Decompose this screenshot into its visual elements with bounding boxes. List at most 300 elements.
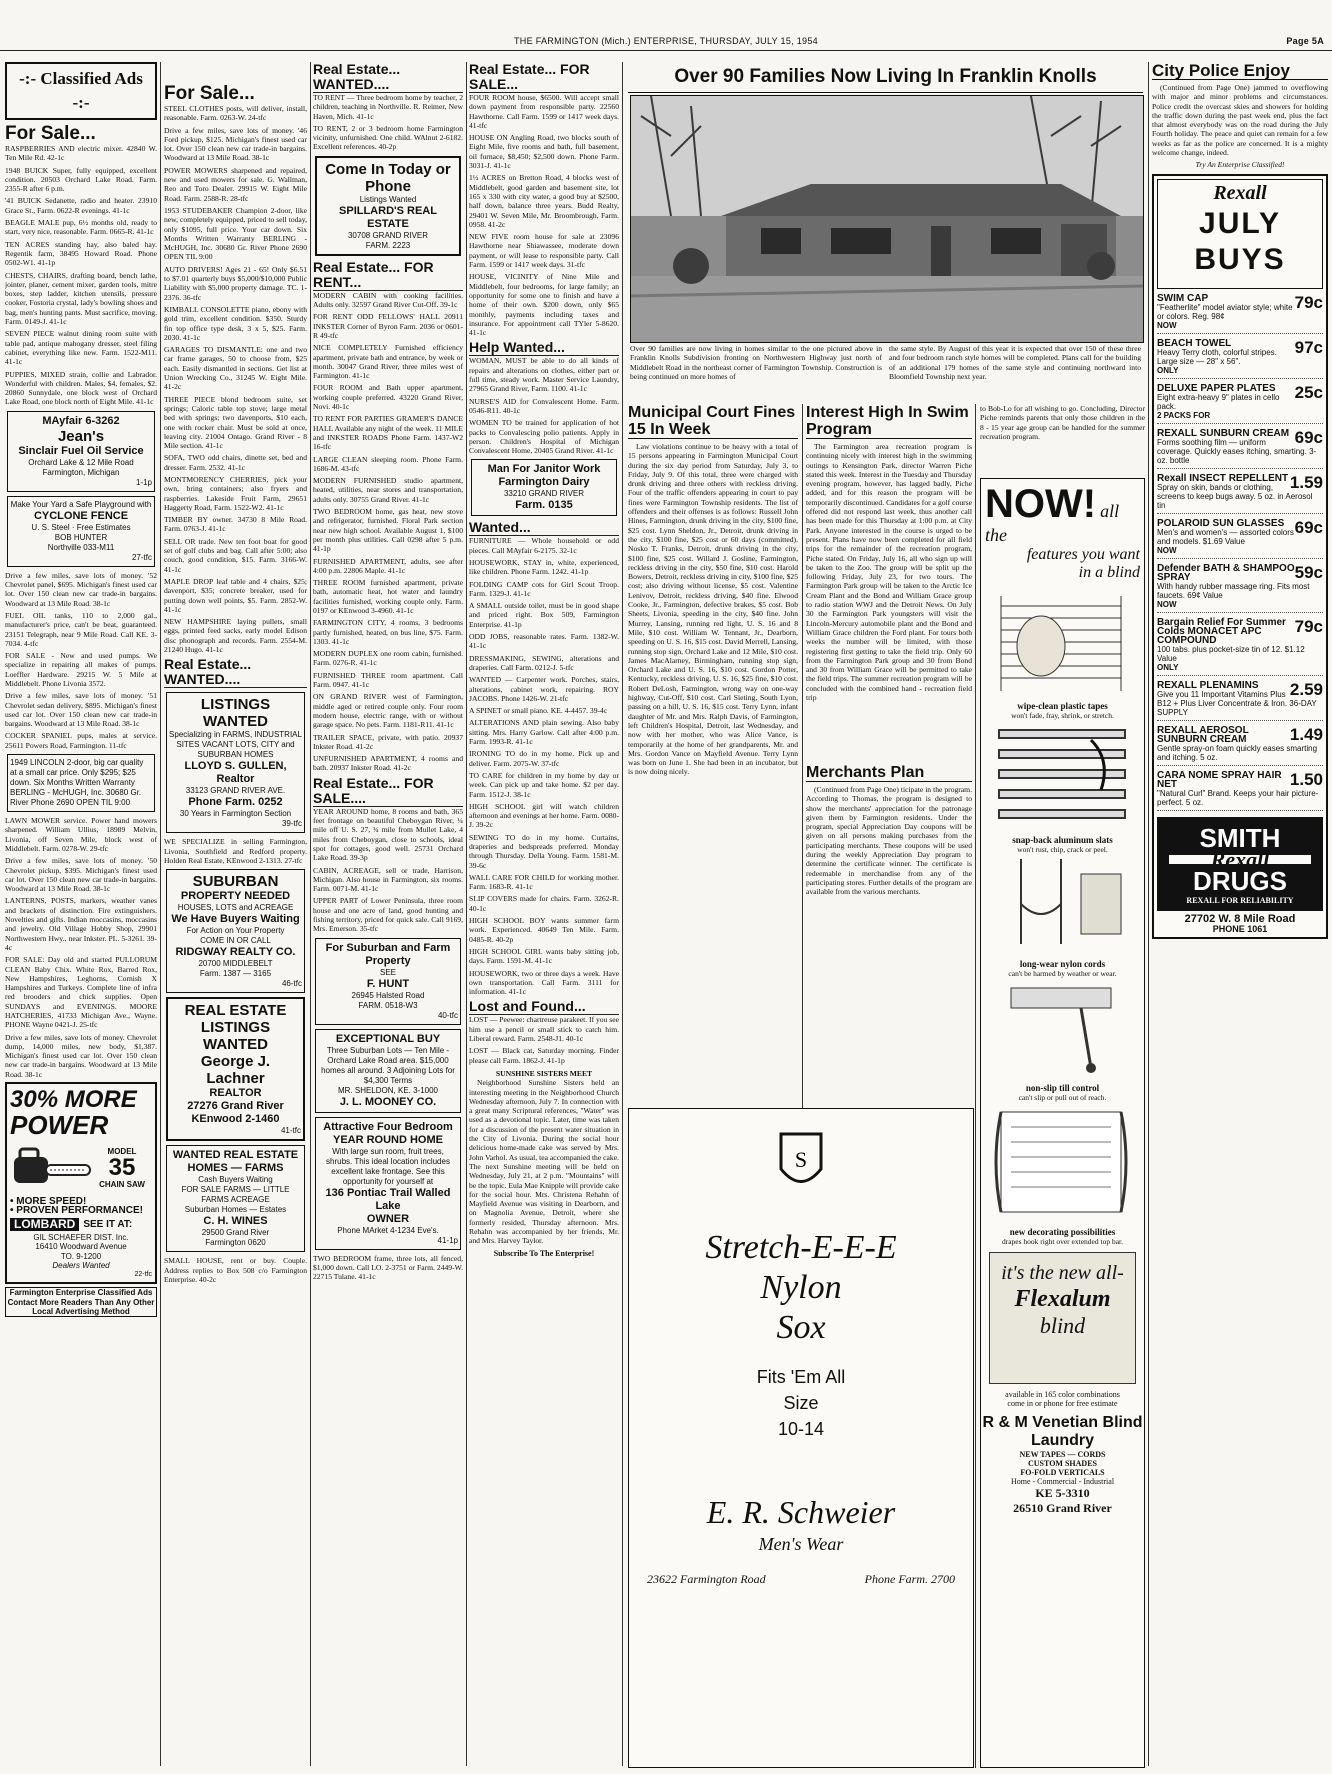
col4-wanted-ads [469,536,619,996]
wines-line4: Suburban Homes — Estates [184,1205,287,1215]
photo-caption-right: the same style. By August of this year it is expected that over 150 of these three and four bedroom ranch style homes will be completed. Plans call for the building of an additional 179 homes of the same style and continuing northward into Bloomfield Township next year. [889,344,1141,381]
gullen-line5: 30 Years in Farmington Section [179,809,292,819]
merchants-body: (Continued from Page One) ticipate in the program. According to Thomas, the program is designed to show the merchants' appreciation for the patronage given them by Farmington residents. Under the program, special Appreciation Day coupons will be given on all persons making purchases from the participating merchants. These coupons will be used during the weekly Appreciation Day program to determine the certificate winner. The certificate is redeemable in merchandise from any of the participating stores. Further details of the program are available from the various merchants. [806,785,972,897]
rexall-item-price: 79c [1294,616,1323,636]
dairy-address: 33210 GRAND RIVER [503,489,585,499]
pontiac-address: 136 Pontiac Trail Walled Lake [325,1186,451,1212]
dairy-line1: Man For Janitor Work [487,463,601,476]
hunt-code: 40-tfc [437,1010,458,1020]
rexall-item-name: REXALL PLENAMINS [1157,679,1259,691]
mooney-name: J. L. MOONEY CO. [339,1095,437,1108]
smith-rexall-brand: Rexall [1169,855,1311,864]
classified-ad: FOR SALE - New and used pumps. We specialize in repairing all makes of pumps. Loeffler Hardware. 29215 W. 5 Mile at Middlebelt. Phone Livonia 3572. [5,651,157,688]
rexall-item [1157,615,1323,676]
classified-ad: YEAR AROUND home, 8 rooms and bath, 365 feet frontage on beautiful Cheboygan River, ¼ mile off U. S. 27, ¾ mile from Mullet Lake, 4 miles from Cheboygan, close to schools, ideal spot for cottages, good well. 25731 Orchard Lake Road. 39-3p [313,806,463,863]
blind-service3: FO-FOLD VERTICALS [1020,1468,1105,1477]
column-2 [164,62,307,1768]
classified-ad: MODERN DUPLEX one room cabin, furnished. Farm. 0276-R. 41-1c [313,649,463,668]
classified-ad: TO CARE for children in my home by day or week. Can pick up and take home. $2 per day. Farm. 1512-J. 38-1c [469,770,619,799]
schweier-crest-icon [771,1129,831,1199]
classified-ad: WANTED — Carpenter work. Porches, stairs, alterations, cabinet work, repairing. ROY JACOBS. Phone 1426-W. 21-tfc [469,675,619,703]
dairy-name: Farmington Dairy [498,476,590,489]
classified-ad: 1948 BUICK Super, fully equipped, excellent condition. 20503 Orchard Lake Road. Farm. 2355-R after 6 p.m. [5,165,157,194]
schweier-line4: Fits 'Em All [756,1367,846,1387]
blind-caption4: non-slip till control [1025,1083,1100,1093]
lachner-code: 41-tfc [280,1126,301,1136]
rexall-item-desc: "Natural Curl" Brand. Keeps your hair picture-perfect. 5 oz. [1157,788,1319,807]
blind-caption5b: drapes hook right over extended top bar. [1001,1237,1123,1246]
classified-ad: Drive a few miles, save lots of money. '51 Chevrolet sedan delivery, $895. Michigan's finest used car lot. Over 150 clean new car trade-in bargains. Woodward at 13 Mile Road. 38-1c [5,691,157,729]
blind-caption2: snap-back aluminum slats [1012,835,1113,845]
ridgway-line3: HOUSES, LOTS and ACREAGE [177,903,294,913]
classified-ad: MAPLE DROP leaf table and 4 chairs, $25; davenport, $35; concrete breaker, used for putting down well points, $5. Farm. 2852-W. 41-1c [164,576,307,614]
gullen-line1: LISTINGS WANTED [200,696,271,731]
spillard-name: SPILLARD'S REAL ESTATE [339,204,437,230]
classified-ad: WALL CARE FOR CHILD for working mother. Farm. 1683-R. 41-1c [469,872,619,892]
power-address: 16410 Woodward Avenue [35,1242,127,1252]
rexall-item-name: Bargain Relief For Summer Colds MONACET APC COMPOUND [1157,616,1286,646]
rexall-item-name: Defender BATH & SHAMPOO SPRAY [1157,562,1295,583]
mooney-line1: EXCEPTIONAL BUY [335,1032,441,1045]
gullen-line2: Specializing in FARMS, INDUSTRIAL SITES VACANT LOTS, CITY and SUBURBAN HOMES [169,730,302,760]
power-bullet2: • PROVEN PERFORMANCE! [10,1205,143,1217]
classified-ads-title: -:- Classified Ads -:- [19,69,143,112]
hunt-see: SEE [379,967,396,977]
flexalum-logo: Flexalum [1014,1286,1111,1312]
wines-line1: WANTED REAL ESTATE HOMES — FARMS [172,1149,299,1175]
classified-ad: TO RENT, 2 or 3 bedroom home Farmington vicinity, unfurnished. One child. WAlnut 2-6182. Excellent references. 40-2p [313,123,463,152]
gullen-address: 33123 GRAND RIVER AVE. [185,786,286,796]
classified-ad: RASPBERRIES AND electric mixer. 42840 W. Ten Mile Rd. 42-1c [5,144,157,163]
rexall-item-now: ONLY [1157,365,1179,375]
fence-line1: Make Your Yard a Safe Playground with [10,499,152,509]
swim-body: The Farmington area recreation program is continuing nicely with interest high in the swimming outings to Kensington Park, director Warren Piche stated this week. Interest in the Tuesday and Thursday evening program, however, has lagged badly, Piche added, and for this reason the program will be temporarily discontinued. Candidates for a golf course offered did not respond last week, thus another call has been made for this Thursday at 1:00 p.m. at City Park. Anyone interested in the course is urged to be present. Plans have now been completed for all field trips for the remainder of the recreation program, Piche stated. On Friday, July 16, all who sign up will be taken to the Zoo. The group will be split up the following Friday, July 23, for two tours. The Farmington Park group will be taken to the Arctic Ice Cream Plant and the Bond and William Grace group to radio station WWJ and the Detroit News. On July 30 the Farmington Park youngsters will visit the Lincoln-Mercury automobile plant and the Bond and William Grace children the Ford plant. For tours both weeks the number will be limited, with those registering first getting to take the field trip. Only 60 from the Farmington Park group and 30 from Bond and 30 from William Grace will be permitted to take the field trips. The summer recreation program will be concluded with the combined hand - recreation field trip [806,442,972,703]
spillard-line1: Come In Today or Phone [325,160,451,195]
rexall-ad [1152,174,1328,939]
classified-ad: TRAILER SPACE, private, with patio. 20937 Inkster Road. 41-2c [313,732,463,751]
rexall-item-desc: "Featherlite" model aviator style; white or colors. Reg. 98¢ [1157,302,1293,321]
rexall-item [1157,516,1323,559]
col3-sale-ads [313,807,463,934]
sunshine-title: SUNSHINE SISTERS MEET [495,1068,593,1078]
classified-ad: GARAGES TO DISMANTLE: one and two car frame garages, 50 to choose from, $25 each. Easily dismantled in sections. Get list at Union Wrecking Co., 31245 W. Eight Mile. 41-2c [164,345,307,392]
col4-sale-heading: Real Estate... FOR SALE... [469,62,619,93]
col3-rent-ads [313,291,463,773]
classified-ad: TO RENT FOR PARTIES GRAMER'S DANCE HALL Available any night of the week. 11 MILE and INKSTER ROADS Phone Farm. 1437-W2 16-tfc [313,414,463,452]
classified-ad: HOUSE, VICINITY of Nine Mile and Middlebelt, four bedrooms, for large family; an opportunity for some one to finish and have a home of their own. $200 down, only $65 monthly, payments including taxes and insurance. For appointment call TYler 5-8620. 41-1c [469,272,619,338]
blind-service1: NEW TAPES — CORDS [1019,1450,1106,1459]
col2-ads [164,104,307,654]
mooney-body: Three Suburban Lots — Ten Mile - Orchard Lake Road area. $15,000 homes all around. 3 Adjoining Lots for $4,300 Terms [321,1045,455,1085]
for-sale-heading-2: For Sale... [164,83,255,104]
classified-ad: HIGH SCHOOL girl will watch children afternoon and evenings at her home. Farm. 0080-J. 39-2c [469,801,619,830]
ridgway-line6: COME IN OR CALL [200,936,271,946]
lachner-name: George J. Lachner [200,1053,271,1088]
blind-caption3: long-wear nylon cords [1019,959,1106,969]
ridgway-line4: We Have Buyers Waiting [171,913,300,926]
classified-ad: 1953 STUDEBAKER Champion 2-door, like new, completely equipped, priced to sell today, only $1095, full price. Your car down. Six Months Written Warranty BERLING - McHUGH, Inc. 30680 Gr. River Phone 2690 OPEN TIL 9:00 [164,205,307,262]
rexall-phone: PHONE 1061 [1212,923,1268,934]
rexall-item-price: 97c [1294,337,1323,357]
power-saw: CHAIN SAW [99,1180,145,1190]
power-headline1: 30% MORE [10,1086,137,1114]
classified-ad: NURSE'S AID for Convalescent Home. Farm. 0546-R11. 40-1c [469,396,619,415]
blind-colors: available in 165 color combinations [1005,1390,1120,1399]
help-wanted-heading: Help Wanted... [469,340,619,356]
classified-ad: NICE COMPLETELY Furnished efficiency apartment, private bath and entrance, by week or month. 30047 Grand River, three miles west of Farmington. 41-1c [313,343,463,381]
bob-lo-text: to Bob-Lo for all wishing to go. Concluding, Director Piche reminds parents that only those children in the 8 - 15 year age group can be handled for the summer recreation program. [980,404,1145,441]
classified-ad: TO RENT — Three bedroom home by teacher, 2 children, teaching in Northville. R. Reimer, New Haven, Mich. 41-1c [313,93,463,121]
small-house-ad: SMALL HOUSE, rent or buy. Couple. Address replies to Box 508 c/o Farmington Enterprise. 40-2c [164,1256,307,1284]
classified-ad: ALTERATIONS AND plain sewing. Also baby sitting. Mrs. Harry Garlow. Call after 4:00 p.m. Farm. 1993-R. 41-1c [469,718,619,747]
classified-ad: Drive a few miles, save lots of money. '46 Ford pickup, $125. Michigan's finest used car lot. Over 150 clean new car trade-in bargains. Woodward at 13 Mile Road. 38-1c [164,125,307,163]
rexall-item-desc: Forms soothing film — uniform coverage. Quickly eases itching, smarting. 3-oz. bottle [1157,437,1317,465]
rexall-item-name: SWIM CAP [1157,292,1209,304]
col4-help-ads [469,356,619,455]
lincoln-text: 1949 LINCOLN 2-door, big car quality at a small car price. Only $295; $25 down. Six Months Written Warranty BERLING - McHUGH, Inc. 30680 Gr. River Phone 2690 OPEN TIL 9:00 [10,758,144,808]
column-right [1152,62,1328,1768]
rexall-item-price: 1.59 [1289,472,1323,492]
fence-line4: BOB HUNTER [54,532,108,542]
col1-ads-a [5,144,157,407]
rexall-item-price: 1.49 [1289,724,1323,744]
for-sale-heading: For Sale... [5,123,96,144]
rexall-item-name: REXALL AEROSOL SUNBURN CREAM [1157,724,1249,745]
classified-ad: HIGH SCHOOL GIRL wants baby sitting job, days. Farm. 1591-M. 41-1c [469,946,619,966]
schweier-line2: Nylon [760,1269,842,1306]
classified-ad: AUTO DRIVERS! Ages 21 - 65! Only $6.51 to $7.01 quarterly buys $5,000/$10,000 Public Liability with $5,000 property damage. TC. 1-2376. 36-tfc [164,264,307,302]
ranch-house-image [631,96,1143,342]
pontiac-code: 41-1p [437,1235,458,1245]
spillard-line2: Listings Wanted [359,194,417,204]
hunt-name: F. HUNT [366,977,410,990]
jeans-city: Farmington, Michigan [42,467,120,477]
masthead [0,36,1332,51]
classified-ad: CHESTS, CHAIRS, drafting board, bench lathe, jointer, planer, cement mixer, garden tools, mitre boxes, step ladder, kitchen utensils, pressure cooker, Fostoria crystal, lady's bowling shoes and bag, men's hunting pants. Must sacrifice, moving. Farm. 0149-J. 41-1c [5,270,157,327]
classified-ad: '41 BUICK Sedanette, radio and heater. 23910 Grace St., Farm. 0622-R evenings. 41-1c [5,196,157,215]
classified-ad: FOUR ROOM and Bath upper apartment, working couple preferred. 43220 Grand River, Novi. 40-1c [313,383,463,412]
court-body: Law violations continue to be heavy with a total of 15 persons appearing in Farmington Municipal Court during the six day period from Saturday, July 3, to Friday, July 9. Of this total, three were charged with drunk driving and three others with reckless driving. Four of the traffic offenders appearing in court to pay fines were Farmington Township residents. The list of offenders and their offenses is as follows: Russell John Hines, Farmington, drunk driving in the city, $100 fine, $25 cost. Lynn Sheldon, Jr., Detroit, drunk driving in the city, $100 fine, $25 cost or 60 days (committed). Nosko T. Franks, Detroit, drunk driving in the city, $100 fine, $25 cost. Willard J. Gosline, Farmington, reckless driving in the city, $50 fine, $10 cost. Harold Bowers, Detroit, reckless driving in city, $100 fine, $25 cost; also driving without license, $5 cost. Valentine Lenivov, Detroit, reckless driving, $40 fine. Elwood Cooke, Jr., Farmington, defective brakes, $5 cost. Bob Sheets, Livonia, speeding in the city, $40 fine. John Murrey, Lansing, running red light, U. S. 16 and 8 Mile, $10 cost. William W. Tennant, Jr., Dearborn, speeding on U. S. 16, $15 cost. David Merrell, Lansing, running stop sign, Orchard Lake and 12 Mile, $10 cost. James MacAlarney, Birmingham, running stop sign, Orchard Lake and U. S. 16, $10 cost. Gordon Potter, Kentucky, reckless driving, U. S. 16, $25 fine, $10 cost. Robert DeLosh, Farmington, wrong way on one-way highway, Cut-Off, $10 cost. Carl Sieting, South Lyon, passing on a hill, U. S. 16, $15 cost. Terry Lynn, infant daughter of Mr. and Mrs. Ralph Davis, of Farmington, left Children's Hospital, Detroit, last Wednesday, and now with her mother, who was Alice Vance, is temporarily at the home of her grandparents, Mr. and Mrs. Gordon Vance on Mayfield Avenue. Terry Lynn was born on June 1. She had been in an incubator, but is now doing nicely. [628,442,798,777]
ridgway-ad [166,869,305,993]
rexall-address: 27702 W. 8 Mile Road [1184,913,1296,926]
rexall-item [1157,426,1323,469]
blind-caption2b: won't rust, chip, crack or peel. [1017,845,1108,854]
blind-caption5: new decorating possibilities [1009,1227,1116,1237]
column-1 [5,62,157,1768]
lachner-address: 27276 Grand River [187,1100,284,1113]
rexall-item-desc: Spray on skin, bands or clothing, screens to keep bugs away. 5 oz. in Aerosol tin [1157,482,1313,510]
classified-ad: FOR RENT ODD FELLOWS' HALL 20911 INKSTER Corner of Byron Farm. 2036 or 0601-R 49-tfc [313,312,463,340]
gullen-name: LLOYD S. GULLEN, Realtor [184,760,287,786]
classified-ad: HIGH SCHOOL BOY wants summer farm work. Experienced. 40649 Ten Mile. Farm. 0485-R. 40-2p [469,916,619,944]
classified-ad: FOLDING CAMP cots for Girl Scout Troop. Farm. 1329-J. 41-1c [469,579,619,598]
classified-ad: DRESSMAKING, SEWING, alterations and draperies. Call Farm. 0212-J. 5-tfc [469,653,619,672]
blind-service2: CUSTOM SHADES [1028,1459,1097,1468]
classified-ad: LANTERNS, POSTS, markers, weather vanes and brackets of distinction. Fire extinguishers. Novelties and gifts. Indian moccasins, moccasins and jewelry. Old Village Hobby Shop, 29901 Northwestern Hwy., near Inkster. PL. 5-3261. 39-4c [5,896,157,952]
rexall-item-name: REXALL SUNBURN CREAM [1157,427,1290,439]
nylon-cords-illustration [981,854,1142,954]
lachner-phone: KEnwood 2-1460 [191,1113,280,1126]
classified-ad: SELL OR trade. New ten foot boat for good set of golf clubs and bag. Call after 5:00; also couch, good condition, $15. Farm. 3166-W. 41-1c [164,536,307,574]
chain-saw-icon [10,1139,92,1197]
rexall-item-now: NOW [1157,320,1177,330]
blind-service4: Home - Commercial - Industrial [1010,1477,1115,1486]
classified-ad: HOUSE ON Angling Road, two blocks south of Eight Mile, five rooms and bath, full basement, oil furnace, $8,450; $2,500 down. Phone Farm. 3031-J. 41-1c [469,133,619,171]
rexall-item-desc: With handy rubber massage ring. Fits most faucets. 69¢ Value [1157,581,1310,600]
classified-ad: LARGE CLEAN sleeping room. Phone Farm. 1686-M. 43-tfc [313,454,463,473]
pontiac-phone: Phone MArket 4-1234 Eve's. [337,1225,439,1235]
blind-caption3b: can't be harmed by weather or wear. [1008,969,1117,978]
mooney-ad [315,1029,461,1113]
rexall-item [1157,561,1323,613]
jeans-name: Jean's [57,427,105,445]
rexall-buys: BUYS [1194,242,1286,276]
rexall-item-name: BEACH TOWEL [1157,337,1232,349]
rexall-item-desc: Give you 11 Important Vitamins Plus B12 + Plus Liver Concentrate & Iron. 36-DAY SUPPLY [1157,689,1317,717]
jeans-phone: MAyfair 6-3262 [42,414,120,427]
schweier-phone: Phone Farm. 2700 [864,1572,955,1586]
classified-ad: A SMALL outside toilet, must be in good shape and priced right. Box 509, Farmington Enterprise. 41-1p [469,601,619,629]
classified-ad: TWO BEDROOM home, gas heat, new stove and refrigerator, furnished. Floral Park section near new high school. Available August 1, $100 per month plus utilities. Call 0298 after 5 p.m. 41-1p [313,507,463,554]
rexall-item [1157,336,1323,379]
holden-ad: WE SPECIALIZE in selling Farmington, Livonia, Southfield and Redford property. Holden Real Estate, KEnwood 2-1313. 27-tfc [164,837,307,865]
classified-ad: FUEL OIL tanks, 110 to 2,000 gal., manufacturer's price, can't be beat, guaranteed. 23151 Telegraph, near 9 Mile Road. Call KE. 3-7034. 4-tfc [5,610,157,648]
col1-ads-b [5,571,157,750]
spillard-ad [315,156,461,256]
fence-line3: U. S. Steel · Free Estimates [31,522,131,532]
classified-ad: Drive a few miles, save lots of money. Chevrolet dump, 14,000 miles, new body, $1,387. Michigan's finest used car lot. Over 150 clean new car trade-in bargains. Woodward at 13 Mile Road. 38-1c [5,1032,157,1079]
rexall-items [1157,291,1323,811]
classified-ad: FARMINGTON CITY, 4 rooms, 3 bedrooms partly furnished, heated, on bus line, $75. Farm. 1303. 41-1c [313,618,463,646]
schweier-line1: Stretch-E-E-E [705,1229,897,1266]
schweier-line6: 10-14 [777,1419,825,1439]
classified-ad: WOMAN, MUST be able to do all kinds of repairs and alterations on clothes, either part or full time, steady work. Master Service Laundry, 27965 Grand River, Farm. 1100. 41-1c [469,356,619,394]
col2-wanted-heading: Real Estate... WANTED.... [164,657,307,688]
rexall-item-now: NOW [1157,545,1177,555]
rexall-item [1157,723,1323,766]
masthead-title: THE FARMINGTON (Mich.) ENTERPRISE, THURSDAY, JULY 15, 1954 [514,36,818,46]
farmington-dairy-ad [471,459,617,516]
rexall-july-buys-banner [1157,179,1323,289]
classified-ad: TEN ACRES standing hay, also baled hay. Regentik farm, 38495 Howard Road. Phone 0502-W1. 41-1p [5,239,157,268]
column-4 [469,62,619,1768]
blind-caption1: wipe-clean plastic tapes [1017,701,1108,711]
ridgway-line2: PROPERTY NEEDED [180,890,291,903]
hunt-phone: FARM. 0518-W3 [358,1000,418,1010]
mooney-contact: MR. SHELDON, KE. 3-1000 [337,1085,439,1095]
rexall-item-name: CARA NOME SPRAY HAIR NET [1157,769,1282,790]
classified-ad: FOUR ROOM house, $6500. Will accept small down payment from responsible party. 22560 Hawthorne. Call Farm. 1599 or 1417 week days. 41-tfc [469,93,619,130]
page-number: Page 5A [1286,36,1324,46]
fence-code: 27-tfc [131,552,152,562]
merchants-headline: Merchants Plan [806,764,972,782]
classified-ads-banner [5,62,157,120]
flexalum-blind-ad [980,478,1145,1768]
svg-text:S: S [794,1147,808,1172]
police-try-classified: Try An Enterprise Classified! [1195,160,1285,170]
ridgway-code: 46-tfc [281,979,302,989]
gullen-code: 39-tfc [281,819,302,829]
sunshine-body: Neighborhood Sunshine Sisters held an interesting meeting in the Neighborhood Church Wednesday afternoon, July 7. In connection with a great many Scriptural references, "Water" was used as a devotional topic. Later, time was taken for a discussion of the present water situation in the City of Livonia. During the social hour delicious home-made cake was served by Mrs. John Varhol. As usual, tea accompanied the cake. The next Sunshine meeting will be held on Wednesday, July 21, at 2 p.m. "Mountains" will be the topic. Eula Mae Knipple will provide cake for the social hour. Mrs. Christena Rehahn of Mayfield Avenue was visiting in Dearborn, and on Magnolia Avenue, Detroit, where she formerly resided, Thursday afternoon. Mrs. Rehahn was accompanied by her friends, Mr. and Mrs. Harvey Taylor. [469,1078,619,1246]
rexall-item-desc: Men's and women's — assorted colors and models. $1.69 Value [1157,527,1294,546]
blind-phone: KE 5-3310 [1035,1486,1090,1500]
rexall-item-desc: Heavy Terry cloth, colorful stripes. Large size — 28" x 56". [1157,347,1277,366]
blind-line1: all the [985,501,1120,545]
col3-rent-heading: Real Estate... FOR RENT... [313,260,463,291]
schweier-line3: Sox [776,1309,826,1346]
smith-name: SMITH [1199,822,1281,853]
rexall-item [1157,678,1323,721]
schweier-name: E. R. Schweier [706,1494,896,1530]
classified-ad: NEW FIVE room house for sale at 23096 Hawthorne near Shiawassee, moderate down payment, or will lease to responsible party. Call Farm. 1599 or 1417 week days. 31-tfc [469,232,619,270]
classified-ad: UNFURNISHED APARTMENT, 4 rooms and bath. 20937 Inkster Road. 41-2c [313,754,463,773]
ridgway-name: RIDGWAY REALTY CO. [175,946,296,959]
col3-wanted-heading: Real Estate... WANTED.... [313,62,463,93]
aluminum-slats-illustration [981,720,1142,830]
fence-name: CYCLONE FENCE [33,509,129,522]
schweier-ad [628,1108,974,1768]
classified-ad: SEWING TO do in my home. Curtains, draperies and bedspreads preferred. Monday through Thursday. Della Young. Farm. 1581-M. 39-6c [469,832,619,870]
classified-ad: MONTMORENCY CHERRIES, pick your own, bring containers; also fryers and raspberries. Lakeside Fruit Farm, 29651 Haggerty Road, Farm. 1522-W2. 41-1c [164,474,307,512]
ridgway-line1: SUBURBAN [192,873,279,891]
power-phone: TO. 9-1200 [60,1251,102,1261]
franklin-knolls-headline: Over 90 Families Now Living In Franklin Knolls [628,62,1143,93]
flexalum-panel [989,1252,1136,1384]
jeans-service: Sinclair Fuel Oil Service [18,444,144,457]
classified-ad: NEW HAMPSHIRE laying pullets, small eggs, printed feed sacks, early model Edison disc phonograph and records. Farm. 2554-M. 21240 Hugo. 41-1c [164,617,307,655]
rm-blind-name: R & M Venetian Blind Laundry [982,1414,1143,1449]
house-photo [630,95,1144,343]
pontiac-owner: OWNER [366,1212,410,1225]
subscribe-line: Subscribe To The Enterprise! [493,1248,595,1258]
blind-itsthe: it's the new all- [1001,1262,1124,1284]
blind-colorsb: come in or phone for free estimate [1007,1399,1118,1408]
rexall-item-desc: 100 tabs. plus pocket-size tin of 12. $1.12 Value [1157,644,1305,663]
classified-ad: THREE ROOM furnished apartment, private bath, automatic heat, hot water and laundry facilities furnished, working couple only. Farm. 0197 or KEnwood 3-4960. 41-1c [313,578,463,615]
classified-ad: FURNISHED APARTMENT, adults, see after 4:00 p.m. 22806 Maple. 41-1c [313,556,463,575]
blind-caption1b: won't fade, fray, shrink, or stretch. [1011,711,1114,720]
rexall-item [1157,471,1323,514]
wines-address: 29500 Grand River [201,1228,270,1238]
decorating-illustration [981,1102,1142,1222]
power-bullet1: • MORE SPEED! [10,1196,87,1208]
hunt-address: 26945 Halsted Road [351,990,425,1000]
classified-ad: MODERN FURNISHED studio apartment, heated, utilities, near stores and transportation, adults only. 30755 Grand River. 41-1c [313,476,463,504]
schweier-line5: Size [783,1393,819,1413]
rexall-logo: Rexall [1213,181,1267,204]
rexall-item-now: ONLY [1157,662,1179,672]
ridgway-line5: For Action on Your Property [186,926,285,936]
photo-caption-left: Over 90 families are now living in homes similar to the one pictured above in Franklin Knolls Subdivision fronting on Northwestern Highway just north of Middlebelt Road in the northeast corner of Farmington Township. Construction is being continued on more homes of [630,344,882,381]
jeans-code: 1-1p [135,477,152,487]
police-headline: City Police Enjoy [1152,62,1328,80]
classified-ad: CABIN, ACREAGE, sell or trade, Harrison, Michigan. Also house in Farmington, six rooms. Farm. 0071-M. 41-1c [313,865,463,894]
rexall-item-desc: Gentle spray-on foam quickly eases smarting and itching. 5 oz. [1157,743,1318,762]
schweier-tag: Men's Wear [758,1534,844,1554]
blind-line2: features you want [1026,546,1140,563]
column-3 [313,62,463,1768]
power-code: 22-tfc [134,1271,152,1279]
rexall-item-price: 79c [1294,292,1323,312]
power-headline2: POWER [10,1110,109,1141]
blind-word: blind [1039,1313,1086,1338]
pontiac-trail-ad [315,1117,461,1250]
col3-sale-heading: Real Estate... FOR SALE.... [313,776,463,807]
classified-ad: WOMEN TO be trained for application of hot packs to Convalescing polio patients. Apply in person. Children's Hospital of Michigan Convalescent Home, 20405 Grand River. 41-1c [469,418,619,456]
ridgway-phone: Farm. 1387 — 3165 [199,969,272,979]
classified-ad: HOUSEWORK, STAY in, white, experienced, like children. Phone Farm. 1242. 41-1p [469,557,619,577]
power-model: MODEL [107,1146,137,1156]
blind-address: 26510 Grand River [1013,1501,1112,1515]
spillard-address: 30708 GRAND RIVER [347,230,429,240]
classified-ad: UPPER PART of Lower Peninsula, three room house and one acre of land, good hunting and fishing territory, priced for quick sale. Call 9169, Mrs. Emerson. 35-tfc [313,896,463,934]
rexall-item-now: NOW [1157,599,1177,609]
col3-wanted-ads [313,93,463,152]
rexall-item-price: 1.50 [1289,769,1323,789]
col1-ads-c [5,816,157,1079]
rexall-item-desc: Eight extra-heavy 9" plates in cello pack. [1157,392,1280,411]
classified-ad: IRONING TO do in my home. Pick up and deliver. Farm. 2075-W. 37-tfc [469,749,619,768]
rexall-item-now: 2 PACKS FOR [1157,410,1211,420]
power-see-it: SEE IT AT: [83,1218,133,1230]
classified-ad: PUPPIES, MIXED strain, collie and Labrador. Wonderful with children. Males, $4, females, $2. 20860 Sunnydale, one block west of Orchard Lake Road, one block north of Eight Mile. 41-1c [5,369,157,407]
ridgway-address: 20700 MIDDLEBELT [198,959,273,969]
classified-ad: FURNITURE — Whole household or odd pieces. Call MAyfair 6-2175. 32-1c [469,536,619,555]
classified-ad: LOST — Black cat, Saturday morning. Finder please call Farm. 1862-J. 41-1p [469,1046,619,1065]
classified-ad: MODERN CABIN with cooking facilities. Adults only. 32597 Grand River Cut-Off. 39-1c [313,290,463,310]
classified-ad: COCKER SPANIEL pups, males at service. 25611 Powers Road, Farmington. 11-tfc [5,731,157,750]
rexall-item-price: 59c [1294,562,1323,582]
power-dealers: Dealers Wanted [52,1260,110,1270]
gullen-phone: Phone Farm. 0252 [188,796,283,809]
rexall-item [1157,291,1323,334]
classified-ad: POWER MOWERS sharpened and repaired, new and used mowers for sale. G. Wallman, Reo and Toro Dealer. 29915 W. Eight Mile Road. Farm. 2588-R. 28-tfc [164,165,307,203]
court-headline: Municipal Court Fines 15 In Week [628,404,798,439]
classified-ad: TIMBER BY owner. 34730 8 Mile Road. Farm. 0763-J. 41-1c [164,515,307,534]
classified-ad: LOST — Peewee: chartreuse parakeet. If you see him use a pencil or small stick to catch him. Liberal reward. Farm. 2548-J1. 40-1c [469,1015,619,1044]
lombard-logo: LOMBARD [10,1218,79,1231]
police-body: (Continued from Page One) jammed to overflowing with major and minor problems and circumstances. Police credit the overcast skies and showers for holding the traffic down during the past week end, plus the fact that almost everybody was on the road during the July Fourth holiday. The peace and quiet can remain for a few weeks as far as the police are concerned. It is a mighty welcome change, indeed. [1152,83,1328,158]
rexall-item-price: 69c [1294,427,1323,447]
classified-ad: SOFA, TWO odd chairs, dinette set, bed and dresser. Farm. 2532. 41-1c [164,453,307,472]
hunt-ad [315,938,461,1025]
smith-drugs: DRUGS [1193,865,1287,896]
spillard-phone: FARM. 2223 [365,240,411,250]
classified-ad: SLIP COVERS made for chairs. Farm. 3262-R. 40-1c [469,894,619,913]
blind-tape-illustration [981,586,1142,696]
smith-rexall-logo [1157,817,1323,912]
power-model-number: 35 [108,1154,136,1182]
jeans-address: Orchard Lake & 12 Mile Road [28,457,134,467]
rexall-item [1157,381,1323,424]
classified-ad: SEVEN PIECE walnut dining room suite with table pad, antique mahogany dresser, steel filing cabinet, everything like new. Farm. 1522-M11. 41-1c [5,329,157,367]
lachner-realtor: REALTOR [209,1087,262,1100]
rexall-item-price: 25c [1294,382,1323,402]
pontiac-line1: Attractive Four Bedroom YEAR ROUND HOME [323,1120,453,1146]
classified-ad: Drive a few miles, save lots of money. '52 Chevrolet panel, $695. Michigan's finest used car lot. Over 150 clean new car trade-in bargains. Woodward at 13 Mile Road. 38-1c [5,570,157,608]
rexall-july: JULY [1199,206,1281,240]
rexall-item [1157,768,1323,811]
col1-footer: Farmington Enterprise Classified Ads Contact More Readers Than Any Other Local Advertising Method [5,1287,157,1317]
rexall-item-name: POLAROID SUN GLASSES [1157,517,1285,529]
lachner-line1: REAL ESTATE LISTINGS WANTED [184,1002,287,1054]
blind-caption4b: can't slip or pull out of reach. [1018,1093,1107,1102]
power-dealer: GIL SCHAEFER DIST. Inc. [33,1232,129,1242]
lachner-ad [166,997,305,1141]
tilt-control-illustration [981,978,1142,1078]
wines-ad [166,1145,305,1252]
hunt-line1: For Suburban and Farm Property [325,941,451,967]
